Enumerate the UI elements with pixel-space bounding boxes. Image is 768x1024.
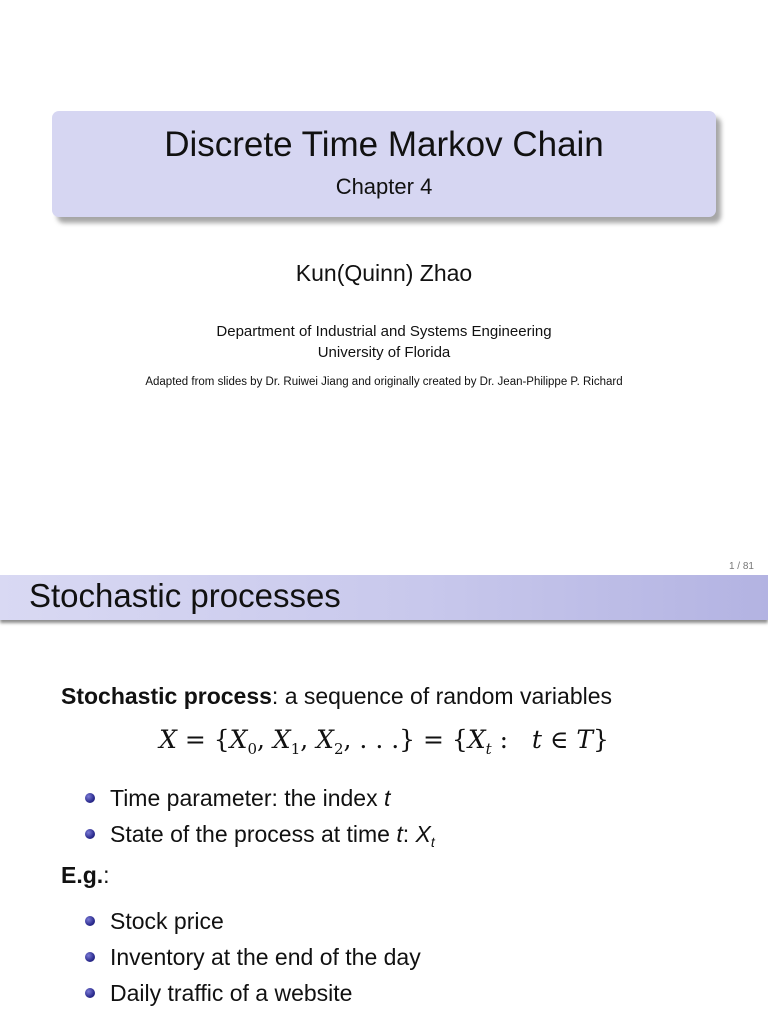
bullet-icon — [85, 829, 95, 839]
examples-heading: E.g.: — [61, 862, 110, 888]
bullet-icon — [85, 988, 95, 998]
content-slide — [0, 575, 768, 1024]
process-properties-list — [85, 783, 435, 855]
bullet-icon — [85, 916, 95, 926]
list-item: Time parameter: the index t — [85, 783, 435, 819]
bullet-icon — [85, 952, 95, 962]
author-name: Kun(Quinn) Zhao — [295, 260, 473, 286]
frame-header — [0, 575, 768, 620]
title-box — [52, 111, 716, 217]
frame-title: Stochastic processes — [29, 577, 341, 614]
definition — [61, 683, 612, 710]
list-item: Daily traffic of a website — [85, 978, 421, 1014]
affiliation — [0, 321, 768, 363]
department: Department of Industrial and Systems Engineering — [216, 323, 552, 340]
process-formula: $X = \{X_0$, $X_1$, $X_2$, . . .} = {$X_t$ : t ∈ T} — [159, 725, 609, 758]
examples-list — [85, 906, 421, 1014]
presentation-title: Discrete Time Markov Chain — [164, 125, 604, 164]
university: University of Florida — [317, 344, 451, 361]
page-number: 1 / 81 — [728, 561, 754, 572]
bullet-icon — [85, 793, 95, 803]
list-item: Stock price — [85, 906, 421, 942]
credits-note: Adapted from slides by Dr. Ruiwei Jiang and originally created by Dr. Jean-Philippe P. Richard — [145, 376, 623, 388]
list-item: State of the process at time t: $X_t$ — [85, 819, 435, 855]
definition-term: Stochastic process — [61, 683, 272, 709]
definition-text: : a sequence of random variables — [271, 683, 613, 709]
presentation-subtitle: Chapter 4 — [335, 174, 433, 199]
list-item: Inventory at the end of the day — [85, 942, 421, 978]
